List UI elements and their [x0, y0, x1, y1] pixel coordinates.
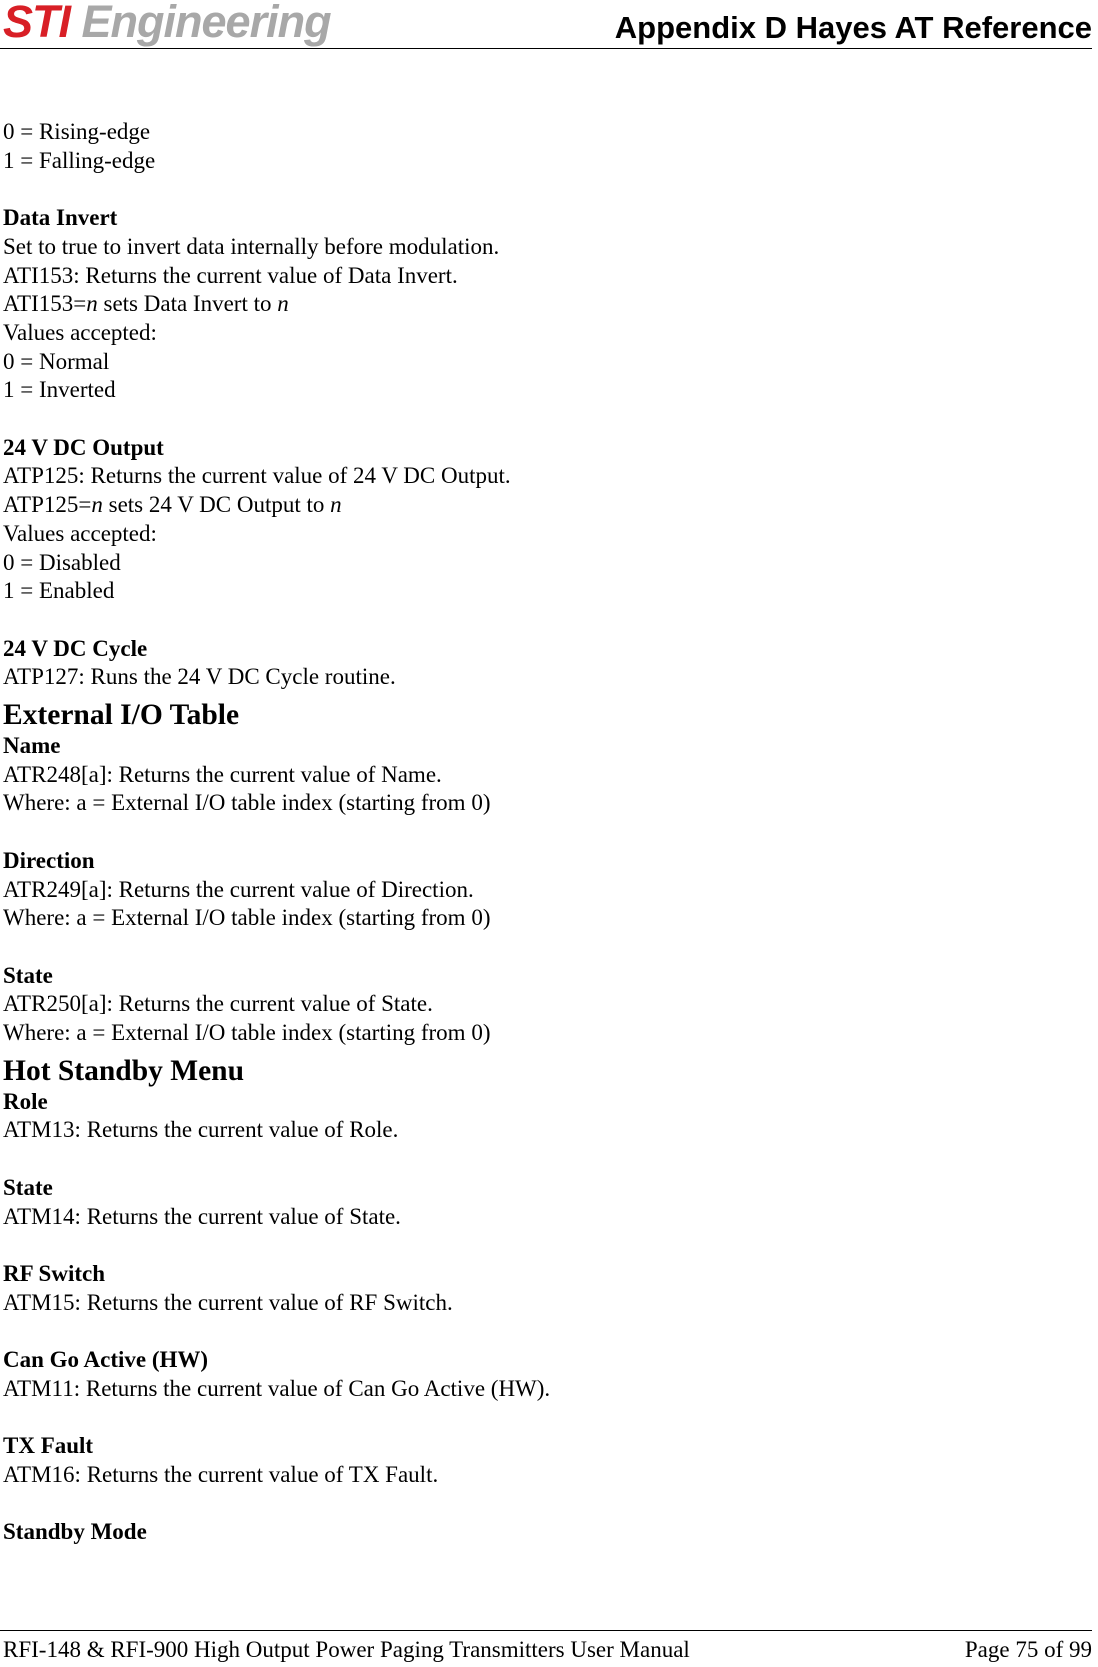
subheading-rf-switch: RF Switch — [3, 1260, 106, 1286]
text-line: ATM11: Returns the current value of Can Go Active (HW). — [3, 1375, 551, 1401]
subheading-direction: Direction — [3, 847, 95, 873]
text-line: ATI153=n sets Data Invert to n — [3, 291, 289, 317]
text-line: ATP125: Returns the current value of 24 V DC Output. — [3, 463, 511, 489]
header-title: Appendix D Hayes AT Reference — [614, 10, 1092, 45]
text-line: Where: a = External I/O table index (starting from 0) — [3, 905, 491, 931]
page-footer — [0, 1630, 1092, 1665]
text-line: ATP125=n sets 24 V DC Output to n — [3, 492, 342, 518]
text-line: ATR248[a]: Returns the current value of Name. — [3, 761, 442, 787]
subheading-state: State — [3, 1174, 53, 1200]
text-line: ATP127: Runs the 24 V DC Cycle routine. — [3, 664, 396, 690]
subheading-state: State — [3, 962, 53, 988]
subheading-name: Name — [3, 733, 61, 759]
text-line: Values accepted: — [3, 520, 157, 546]
subheading-data-invert: Data Invert — [3, 205, 118, 231]
text-line: ATM16: Returns the current value of TX Fault. — [3, 1461, 439, 1487]
subheading-tx-fault: TX Fault — [3, 1433, 94, 1459]
text-line: ATM15: Returns the current value of RF Switch. — [3, 1289, 453, 1315]
text-line: ATI153: Returns the current value of Data Invert. — [3, 262, 458, 288]
text-line: 0 = Normal — [3, 348, 110, 374]
section-heading-hot-standby: Hot Standby Menu — [3, 1054, 244, 1087]
text-line: ATR250[a]: Returns the current value of State. — [3, 991, 433, 1017]
text-line: Where: a = External I/O table index (starting from 0) — [3, 790, 491, 816]
text-line: Values accepted: — [3, 319, 157, 345]
subheading-standby-mode: Standby Mode — [3, 1519, 147, 1545]
footer-page-number: Page 75 of 99 — [964, 1637, 1092, 1662]
text-line: ATR249[a]: Returns the current value of Direction. — [3, 876, 474, 902]
footer-manual-title: RFI-148 & RFI-900 High Output Power Paging Transmitters User Manual — [3, 1637, 690, 1662]
text-line: Set to true to invert data internally before modulation. — [3, 233, 500, 259]
text-line: 1 = Falling-edge — [3, 147, 156, 173]
page-header — [0, 0, 1092, 49]
text-line: Where: a = External I/O table index (starting from 0) — [3, 1020, 491, 1046]
sti-engineering-logo: STI Engineering — [3, 0, 331, 47]
text-line: 0 = Disabled — [3, 549, 121, 575]
subheading-24v-dc-cycle: 24 V DC Cycle — [3, 635, 148, 661]
subheading-role: Role — [3, 1088, 48, 1114]
text-line: ATM14: Returns the current value of State. — [3, 1203, 401, 1229]
text-line: 1 = Inverted — [3, 377, 116, 403]
subheading-can-go-active: Can Go Active (HW) — [3, 1347, 209, 1372]
section-heading-external-io: External I/O Table — [3, 699, 240, 732]
text-line: ATM13: Returns the current value of Role. — [3, 1117, 399, 1143]
subheading-24v-dc-output: 24 V DC Output — [3, 434, 164, 460]
text-line: 1 = Enabled — [3, 578, 115, 604]
page-body — [3, 118, 1088, 1547]
text-line: 0 = Rising-edge — [3, 119, 151, 144]
